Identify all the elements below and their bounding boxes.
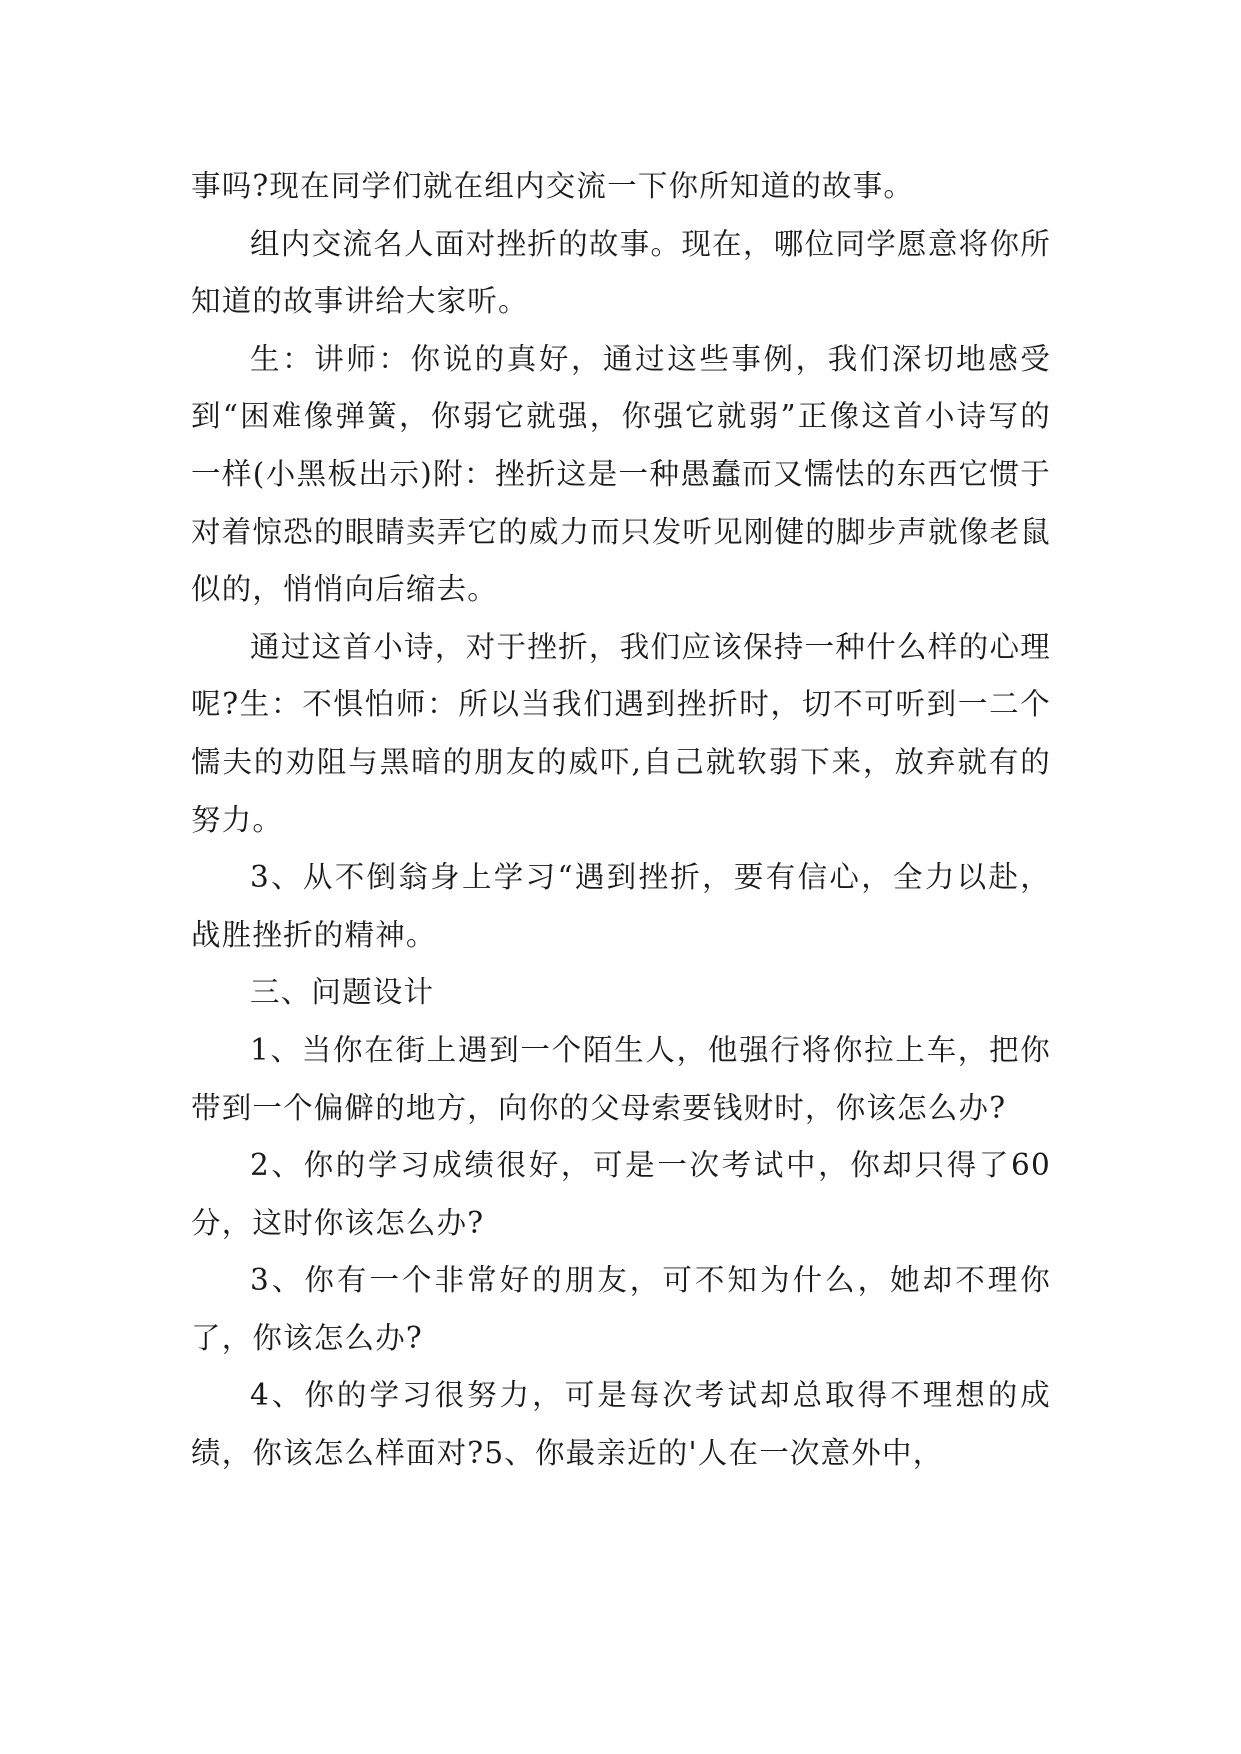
question-3: 3、你有一个非常好的朋友，可不知为什么，她却不理你了，你该怎么办?	[191, 1263, 1051, 1355]
question-2: 2、你的学习成绩很好，可是一次考试中，你却只得了60分，这时你该怎么办?	[191, 1148, 1051, 1240]
paragraph-tumbler: 3、从不倒翁身上学习“遇到挫折，要有信心，全力以赴，战胜挫折的精神。	[191, 860, 1051, 952]
question-4-5: 4、你的学习很努力，可是每次考试却总取得不理想的成绩，你该怎么样面对?5、你最亲近的'人在一次意外中，	[191, 1378, 1051, 1471]
document-page	[191, 158, 1051, 1483]
paragraph-continuation: 事吗?现在同学们就在组内交流一下你所知道的故事。	[191, 169, 915, 203]
question-1: 1、当你在街上遇到一个陌生人，他强行将你拉上车，把你带到一个偏僻的地方，向你的父母索要钱财时，你该怎么办?	[191, 1032, 1051, 1125]
paragraph-attitude: 通过这首小诗，对于挫折，我们应该保持一种什么样的心理呢?生：不惧怕师：所以当我们遇到挫折时，切不可听到一二个懦夫的劝阻与黑暗的朋友的威吓,自己就软弱下来，放弃就有的努力。	[191, 629, 1051, 837]
paragraph-group-exchange: 组内交流名人面对挫折的故事。现在，哪位同学愿意将你所知道的故事讲给大家听。	[191, 226, 1051, 319]
paragraph-poem-intro: 生：讲师：你说的真好，通过这些事例，我们深切地感受到“困难像弹簧，你弱它就强，你强它就弱”正像这首小诗写的一样(小黑板出示)附：挫折这是一种愚蠢而又懦怯的东西它惯于对着惊恐的眼睛卖弄它的威力而只发听见刚健的脚步声就像老鼠似的，悄悄向后缩去。	[191, 341, 1051, 607]
section-heading-question-design: 三、问题设计	[250, 975, 435, 1010]
